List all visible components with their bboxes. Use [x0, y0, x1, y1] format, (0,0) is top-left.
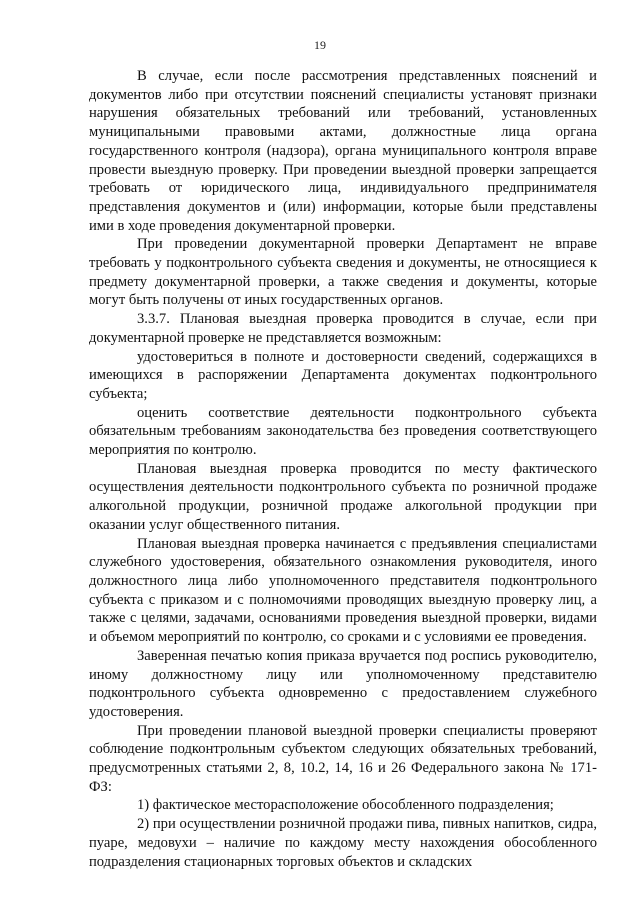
paragraph: оценить соответствие деятельности подконтрольного субъекта обязательным требованиям законодательства без проведения соответствующего мероприятия по контролю. — [89, 404, 597, 459]
paragraph: Плановая выездная проверка проводится по месту фактического осуществления деятельности подконтрольного субъекта по розничной продаже алкогольной продукции, розничной продаже алкогольной продукции при оказании услуг общественного питания. — [89, 460, 597, 533]
paragraph: 1) фактическое месторасположение обособленного подразделения; — [137, 797, 554, 814]
paragraph: Плановая выездная проверка начинается с предъявления специалистами служебного удостоверения, обязательного ознакомления руководителя, иного должностного лица либо уполномоченного представителя подконтрольного субъекта с приказом и с полномочиями проводящих выездную проверку лиц, а также с целями, задачами, основаниями проведения выездной проверки, видами и объемом мероприятий по контролю, со сроками и с условиями ее проведения. — [89, 535, 597, 646]
paragraph: Заверенная печатью копия приказа вручается под роспись руководителю, иному должностному лицу или уполномоченному представителю подконтрольного субъекта одновременно с предоставлением служебного удостоверения. — [89, 647, 597, 720]
page-number: 19 — [314, 38, 326, 52]
paragraph: 2) при осуществлении розничной продажи пива, пивных напитков, сидра, пуаре, медовухи – наличие по каждому месту нахождения обособленного подразделения стационарных торговых объектов и складских — [89, 816, 597, 870]
paragraph: В случае, если после рассмотрения представленных пояснений и документов либо при отсутствии пояснений специалисты установят признаки нарушения обязательных требований или требований, установленных муниципальными правовыми актами, должностные лица органа государственного контроля (надзора), органа муниципального контроля вправе провести выездную проверку. При проведении выездной проверки запрещается требовать от юридического лица, индивидуального предпринимателя представления документов и (или) информации, которые были представлены ими в ходе проведения документарной проверки. — [89, 68, 597, 234]
paragraph: удостовериться в полноте и достоверности сведений, содержащихся в имеющихся в распоряжении Департамента документах подконтрольного субъекта; — [89, 348, 597, 402]
paragraph: 3.3.7. Плановая выездная проверка проводится в случае, если при документарной проверке не представляется возможным: — [89, 311, 597, 346]
document-body — [89, 67, 597, 871]
paragraph: При проведении плановой выездной проверки специалисты проверяют соблюдение подконтрольным субъектом следующих обязательных требований, предусмотренных статьями 2, 8, 10.2, 14, 16 и 26 Федерального закона № 171-ФЗ: — [89, 722, 597, 795]
paragraph: При проведении документарной проверки Департамент не вправе требовать у подконтрольного субъекта сведения и документы, не относящиеся к предмету документарной проверки, а также сведения и документы, которые могут быть получены от иных государственных органов. — [89, 236, 597, 309]
